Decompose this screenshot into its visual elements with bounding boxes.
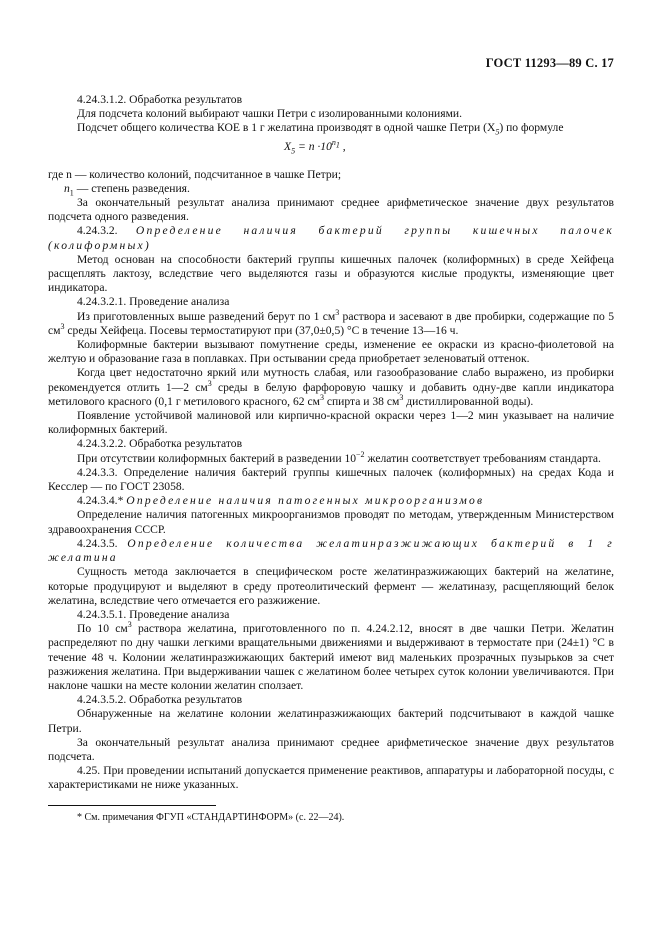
section-4-24-3-2-2: 4.24.3.2.2. Обработка результатов (77, 437, 243, 451)
paragraph: За окончательный результат анализа принимают среднее арифметическое значение двух результатов подсчета. (48, 735, 614, 763)
formula-legend: где n — количество колоний, подсчитанное в чашке Петри; (48, 167, 342, 181)
paragraph: Из приготовленных выше разведений берут по 1 $см^3$ раствора и засевают в две пробирки, содержащие по 5 $см^3$ среды Хейфеца. Посевы термостатируют при (37,0±0,5) °С в течение 13—16 ч. (48, 307, 614, 337)
document-page (48, 56, 614, 824)
paragraph: Появление устойчивой малиновой или кирпично-красной окраски через 1—2 мин указывает на наличие колиформных бактерий. (48, 409, 614, 437)
section-4-24-3-5-2: 4.24.3.5.2. Обработка результатов (77, 693, 243, 707)
paragraph: Когда цвет недостаточно яркий или мутность слабая, или газообразование слабо выражено, из пробирки рекомендуется отлить 1—2 $см^3$ среды в белую фарфоровую чашку и добавить одну-две капли индикатора метилового красного (0,1 г метилового красного, 62 $см^3$ спирта и 38 $см^3$ дистиллированной воды). (48, 366, 615, 408)
formula-x5: $X_5 = n \cdot 10^{n_1}$ , (284, 137, 346, 155)
paragraph: Сущность метода заключается в специфическом росте желатинразжижающих бактерий на желатине, которые продуцируют и выделяют в среду протеолитический фермент — желатиназу, расщепляющий белок желатина, вследствие чего отмечается его разжижение. (48, 565, 614, 607)
paragraph: Колиформные бактерии вызывают помутнение среды, изменение ее окраски из красно-фиолетовой на желтую и образование газа в поплавках. При остывании среда приобретает зеленоватый оттенок. (48, 338, 614, 366)
paragraph: При отсутствии колиформных бактерий в разведении $10^{-2}$ желатин соответствует требованиям стандарта. (77, 449, 601, 465)
paragraph: Определение наличия патогенных микроорганизмов проводят по методам, утвержденным Министерством здравоохранения СССР. (48, 508, 614, 536)
page-header: ГОСТ 11293—89 С. 17 (485, 56, 614, 70)
section-4-25: 4.25. При проведении испытаний допускается применение реактивов, аппаратуры и лабораторной посуды, с характеристиками не ниже указанных. (48, 764, 614, 792)
section-4-24-3-1-2: 4.24.3.1.2. Обработка результатов (77, 93, 243, 106)
section-4-24-3-2: 4.24.3.2. Определение наличия бактерий группы кишечных палочек (колиформных) (48, 224, 614, 252)
paragraph: По 10 $см^3$ раствора желатина, приготовленного по п. 4.24.2.12, вносят в две чашки Петри. Желатин распределяют по дну чашки легкими вращательными движениями и выдерживают в термостате при (24±1) °С в течение 48 ч. Колонии желатинразжижающих бактерий имеют вид маленьких прозрачных пузырьков за счет разжижения желатина. При выдерживании чашек с желатином более четырех суток колонии увеличиваются. При наклоне чашки на месте колонии желатин сползает. (48, 620, 615, 692)
paragraph: Для подсчета колоний выбирают чашки Петри с изолированными колониями. (77, 107, 463, 121)
paragraph: Метод основан на способности бактерий группы кишечных палочек (колиформных) в среде Хейфеца расщеплять лактозу, вследствие чего выделяются газы и образуются кислые продукты, изменяющие цвет индикатора. (48, 252, 614, 295)
footnote-divider (48, 805, 216, 806)
section-4-24-3-5-1: 4.24.3.5.1. Проведение анализа (77, 607, 230, 621)
paragraph: Обнаруженные на желатине колонии желатинразжижающих бактерий подсчитывают в каждой чашке Петри. (48, 707, 614, 735)
paragraph: Подсчет общего количества КОЕ в 1 г желатина производят в одной чашке Петри $(X_5)$ по формуле (77, 121, 564, 137)
formula-legend: $n_1$ — степень разведения. (64, 181, 190, 198)
footnote: * См. примечания ФГУП «СТАНДАРТИНФОРМ» (с. 22—24). (77, 811, 345, 823)
section-4-24-3-3: 4.24.3.3. Определение наличия бактерий группы кишечных палочек (колиформных) на средах Кода и Кесслер — по ГОСТ 23058. (48, 465, 614, 494)
section-4-24-3-4: 4.24.3.4.* Определение наличия патогенных микроорганизмов (77, 494, 485, 508)
paragraph: За окончательный результат анализа принимают среднее арифметическое значение двух результатов подсчета одного разведения. (48, 196, 614, 224)
section-4-24-3-5: 4.24.3.5. Определение количества желатинразжижающих бактерий в 1 г желатина (48, 536, 614, 565)
section-4-24-3-2-1: 4.24.3.2.1. Проведение анализа (77, 295, 230, 309)
